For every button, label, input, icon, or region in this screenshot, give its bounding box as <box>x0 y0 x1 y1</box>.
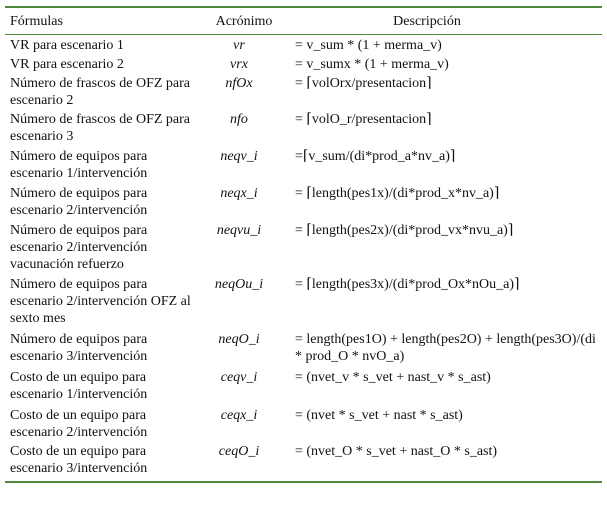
table-row <box>5 369 602 407</box>
description-cell: =⌈v_sum/(di*prod_a*nv_a)⌉ <box>295 149 456 164</box>
description-cell: = v_sumx * (1 + merma_v) <box>295 57 449 72</box>
table-row <box>5 331 602 369</box>
acronym-cell: nfOx <box>225 76 253 91</box>
table-header <box>5 8 602 34</box>
formula-cell: Número de frascos de OFZ para escenario 3 <box>10 112 190 144</box>
table-body <box>5 35 602 481</box>
table-row <box>5 222 602 276</box>
table-row <box>5 443 602 481</box>
formula-cell: Costo de un equipo para escenario 2/intervención <box>10 408 148 440</box>
formula-cell: Número de frascos de OFZ para escenario 2 <box>10 76 190 108</box>
bottom-rule <box>5 481 602 483</box>
description-cell: = (nvet_O * s_vet + nast_O * s_ast) <box>295 444 498 459</box>
formula-cell: Costo de un equipo para escenario 1/intervención <box>10 370 148 402</box>
formula-cell: VR para escenario 2 <box>10 57 124 72</box>
description-cell: = (nvet_v * s_vet + nast_v * s_ast) <box>295 370 491 385</box>
header-description: Descripción <box>393 14 461 29</box>
acronym-cell: neqx_i <box>220 186 258 201</box>
table-row <box>5 111 602 148</box>
table-row <box>5 37 602 56</box>
acronym-cell: vrx <box>230 57 248 72</box>
description-cell: = (nvet * s_vet + nast * s_ast) <box>295 408 463 423</box>
acronym-cell: nfo <box>230 112 248 127</box>
acronym-cell: vr <box>233 38 245 53</box>
table-row <box>5 75 602 111</box>
description-cell: = length(pes1O) + length(pes2O) + length(pes3O)/(di * prod_O * nvO_a) <box>295 332 600 364</box>
acronym-cell: ceqO_i <box>218 444 260 459</box>
description-cell: = ⌈length(pes3x)/(di*prod_Ox*nOu_a)⌉ <box>295 277 520 292</box>
acronym-cell: ceqv_i <box>220 370 258 385</box>
acronym-cell: neqv_i <box>220 149 258 164</box>
acronym-cell: neqOu_i <box>214 277 264 292</box>
table-row <box>5 276 602 331</box>
formula-cell: Costo de un equipo para escenario 3/intervención <box>10 444 148 476</box>
description-cell: = ⌈volO_r/presentacion⌉ <box>295 112 432 127</box>
acronym-cell: neqO_i <box>218 332 260 347</box>
description-cell: = v_sum * (1 + merma_v) <box>295 38 442 53</box>
description-cell: = ⌈length(pes2x)/(di*prod_vx*nvu_a)⌉ <box>295 223 514 238</box>
header-acronym: Acrónimo <box>215 14 273 29</box>
acronym-cell: neqvu_i <box>216 223 262 238</box>
table-row <box>5 56 602 75</box>
formula-cell: Número de equipos para escenario 2/intervención <box>10 186 148 218</box>
formula-cell: Número de equipos para escenario 3/intervención <box>10 332 148 364</box>
formula-cell: VR para escenario 1 <box>10 38 124 53</box>
formula-cell: Número de equipos para escenario 2/intervención OFZ al sexto mes <box>10 277 191 326</box>
formula-cell: Número de equipos para escenario 1/intervención <box>10 149 148 181</box>
table-row <box>5 185 602 222</box>
description-cell: = ⌈length(pes1x)/(di*prod_x*nv_a)⌉ <box>295 186 500 201</box>
acronym-cell: ceqx_i <box>220 408 258 423</box>
header-formula: Fórmulas <box>10 14 63 29</box>
table-row <box>5 407 602 443</box>
formula-table <box>5 6 602 483</box>
formula-cell: Número de equipos para escenario 2/intervención vacunación refuerzo <box>10 223 148 272</box>
description-cell: = ⌈volOrx/presentacion⌉ <box>295 76 432 91</box>
table-row <box>5 148 602 185</box>
